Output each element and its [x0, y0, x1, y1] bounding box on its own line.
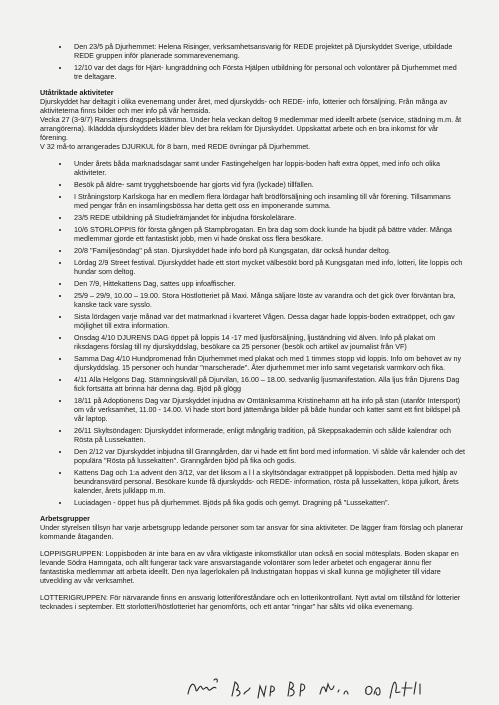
list-item: • Under årets båda marknadsdagar samt under Fastingehelgen har loppis-boden haft extra öppet, med info och olika aktiviteter.	[70, 159, 465, 177]
list-item: • 26/11 Skyltsöndagen: Djurskyddet informerade, enligt mångårig tradition, på Skeppsakademin och sålde kalendrar och Rösta på Lussekatten.	[70, 426, 465, 444]
events-intro-paragraph: Vecka 27 (3-9/7) Ransäters dragspelsstämma. Under hela veckan deltog 9 medlemmar med ideellt arbete (service, städning m.m. åt arrangörerna). Ikläddda djurskyddets kläder blev det bra reklam för Djurskyddet. Uppskattat arbete och en bra inkomst för vår förening.	[40, 115, 462, 142]
list-item: • 4/11 Alla Helgons Dag. Stämningskväll på Djurvilan, 16.00 – 18.00. sedvanlig ljusmanifestation. Alla ljus från Djurens Dag fick fortsätta att brinna här denna dag. Bjöd på glögg	[70, 375, 465, 393]
events-intro-paragraph: V 32 må-to arrangerades DJURKUL för 8 barn, med REDE övningar på Djurhemmet.	[40, 142, 311, 151]
list-item: • Samma Dag 4/10 Hundpromenad från Djurhemmet med plakat och med 1 timmes stopp vid loppis. Info om behovet av ny djurskyddslag. 15 personer och hundar "marscherade". Åter djurhemmet mer info samt vegetarisk varmkorv och fika.	[70, 354, 465, 372]
list-item: • Den 7/9, Hittekattens Dag, sattes upp infoaffischer.	[70, 279, 465, 288]
list-item: • Besök på äldre- samt trygghetsboende har gjorts vid fyra (lyckade) tillfällen.	[70, 180, 465, 189]
list-item: • 10/6 STORLOPPIS för första gången på Stampbrogatan. En bra dag som dock kunde ha bjudit på bättre väder. Många medlemmar gjorde ett fantastiskt jobb, men vi hade önskat oss flera besökare.	[70, 225, 465, 243]
list-item: • 23/5 REDE utbildning på Studiefrämjandet för inbjudna förskolelärare.	[70, 213, 465, 222]
events-intro-paragraph: Djurskyddet har deltagit i olika evenemang under året, med djurskydds- och REDE- info, lotterier och försäljning. Från många av aktiviteterna finns bilder och mer info på vår hemsida.	[40, 97, 448, 115]
groups-intro-paragraph: Under styrelsen tillsyn har varje arbetsgrupp ledande personer som tar ansvar för sina aktiviteter. De lägger fram förslag och planerar kommande åtaganden.	[40, 523, 464, 541]
groups-section	[40, 514, 465, 611]
list-item: • Sista lördagen varje månad var det matmarknad i kvarteret Vågen. Dessa dagar hade loppis-boden extraöppet, och gav möjlighet till extra information.	[70, 312, 465, 330]
handwritten-signatures	[180, 670, 480, 700]
list-item: • Onsdag 4/10 DJURENS DAG öppet på loppis 14 -17 med ljusförsäljning, ljuständning vid älven. Info på plakat om riksdagens förslag till ny djurskyddslag, besökare ca 25 personer (besök och artikel av journalist från VF)	[70, 333, 465, 351]
events-heading: Utåtriktade aktiviteter	[40, 88, 114, 97]
list-item: • I Stråningstorp Karlskoga har en medlem flera lördagar haft brödförsäljning och insamling till vår förening. Tillsammans med pengar från en insamlingsbössa har detta gett oss en imponerande summa.	[70, 192, 465, 210]
list-item: • 12/10 var det dags för Hjärt- lungräddning och Första Hjälpen utbildning för personal och volontärer på Djurhemmet med tre deltagare.	[70, 63, 465, 81]
lotteri-group-paragraph: LOTTERIGRUPPEN: För närvarande finns en ansvarig lotteriföreståndare och en lotterikontrollant. Nytt avtal om tillstånd för lotterier tecknades i september. Ett storlotteri/höstlotteriet har genomförts, och ett antar "ringar" har sålts vid olika evenemang.	[40, 593, 461, 611]
list-item: • Lördag 2/9 Street festival. Djurskyddet hade ett stort mycket välbesökt bord på Kungsgatan med info, lotteri, lite loppis och hundar som deltog.	[70, 258, 465, 276]
groups-heading: Arbetsgrupper	[40, 514, 90, 523]
list-item: • 20/8 "Familjesöndag" på stan. Djurskyddet hade info bord på Kungsgatan, där också hundar deltog.	[70, 246, 465, 255]
list-item: • Den 23/5 på Djurhemmet: Helena Risinger, verksamhetsansvarig för REDE projektet på Djurskyddet Sverige, utbildade REDE gruppen inför planerade sommarevenemang.	[70, 42, 465, 60]
list-item: • 25/9 – 29/9, 10.00 – 19.00. Stora Höstlotteriet på Maxi. Många säljare löste av varandra och det gick över förväntan bra, kanske tack vare sysslo.	[70, 291, 465, 309]
list-item: • Kattens Dag och 1:a advent den 3/12, var det liksom a l l a skyltsöndagar extraöppet på loppisboden. Detta med hjälp av beundransvärd personal. Besökare kunde få djurskydds- och REDE- information, rösta på lussekatten, köpa julkort, årets kalender, årets julklapp m.m.	[70, 468, 465, 495]
loppis-group-paragraph: LOPPISGRUPPEN: Loppisboden är inte bara en av våra viktigaste inkomstkällor utan också en social mötesplats. Boden skapar en levande Södra Hamngata, och allt fungerar tack vare ansvarstagande volontärer som leder arbetet och engagerar ännu fler fantastiska medlemmar att arbeta ideellt. Den nya lagerlokalen på Industrigatan hoppas vi skall kunna ge möjligheter till vidare utveckling av vår verksamhet.	[40, 549, 459, 585]
events-section	[40, 88, 465, 151]
list-item: • Den 2/12 var Djurskyddet inbjudna till Granngården, där vi hade ett fint bord med information. Vi sålde vår kalender och det populära "Rösta på lussekatten". Granngården bjöd på fika och godis.	[70, 447, 465, 465]
list-item: • Luciadagen - öppet hus på djurhemmet. Bjöds på fika godis och gemyt. Dragning på "Lussekatten".	[70, 498, 465, 507]
top-bullet-list	[40, 42, 465, 81]
events-bullet-list	[40, 159, 465, 507]
list-item: • 18/11 på Adoptionens Dag var Djurskyddet injudna av Omtänksamma Kristinehamn att ha info på stan (utanför Intersport) om vår verksamhet, 11.00 - 14.00. Vi hade stort bord jättemånga bilder på både hundar och katter samt ett fint bildspel på vår laptop.	[70, 396, 465, 423]
